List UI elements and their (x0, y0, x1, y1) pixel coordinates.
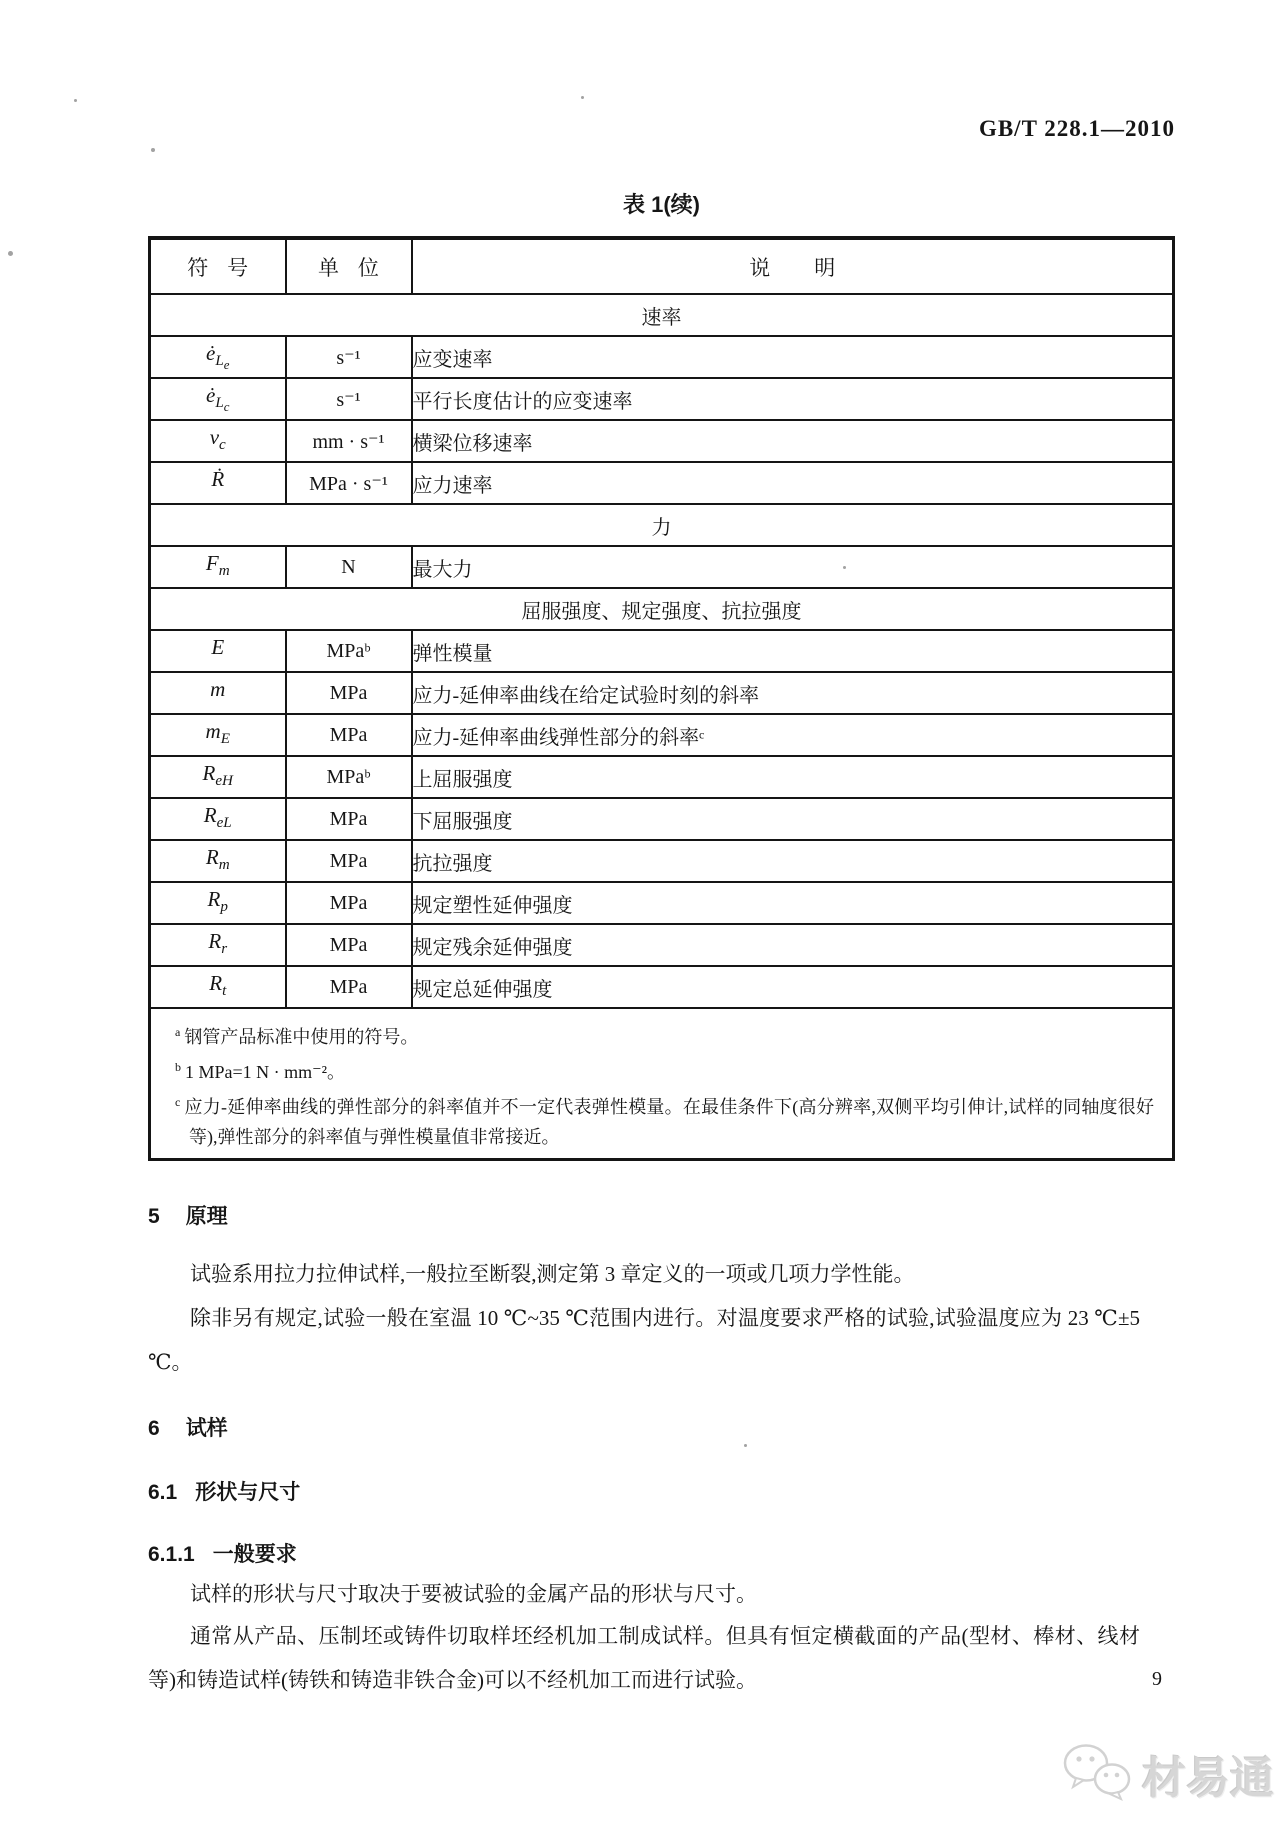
table-row (150, 462, 1174, 504)
unit-cell: MPa (286, 840, 412, 882)
unit-cell: N (286, 546, 412, 588)
description-cell: 最大力 (412, 546, 1174, 588)
section-5-paragraph-1: 试验系用拉力拉伸试样,一般拉至断裂,测定第 3 章定义的一项或几项力学性能。 (190, 1262, 915, 1286)
scan-speck (843, 566, 846, 569)
unit-cell: MPa (286, 966, 412, 1008)
table-row (150, 714, 1174, 756)
unit-cell: MPa · s⁻¹ (286, 462, 412, 504)
table-row (150, 546, 1174, 588)
section-6-1-heading: 6.1 形状与尺寸 (148, 1481, 301, 1504)
table-row (150, 672, 1174, 714)
scan-speck (74, 99, 77, 102)
table-header-row (150, 238, 1174, 294)
description-cell: 应变速率 (412, 336, 1174, 378)
table-row (150, 882, 1174, 924)
section-label: 力 (150, 504, 1174, 546)
section-label: 速率 (150, 294, 1174, 336)
symbol-cell: m (150, 672, 286, 714)
unit-cell: MPa (286, 924, 412, 966)
unit-cell: MPa (286, 714, 412, 756)
doc-code: GB/T 228.1—2010 (978, 116, 1175, 141)
scan-speck (744, 1444, 747, 1447)
scan-speck (151, 148, 155, 152)
unit-cell: MPa (286, 882, 412, 924)
footnote-c: $^c$ 应力-延伸率曲线的弹性部分的斜率值并不一定代表弹性模量。在最佳条件下(高分辨率,双侧平均引伸计,试样的同轴度很好等),弹性部分的斜率值与弹性模量值非常接近。 (175, 1095, 1154, 1147)
unit-cell: s⁻¹ (286, 336, 412, 378)
unit-cell: MPa (286, 672, 412, 714)
section-row-rate (150, 294, 1174, 336)
table-row (150, 336, 1174, 378)
symbol-cell: $R_{eL}$ (150, 798, 286, 840)
description-cell: 上屈服强度 (412, 756, 1174, 798)
table-row (150, 378, 1174, 420)
symbol-cell: $R_t$ (150, 966, 286, 1008)
section-5-heading: 5 原理 (148, 1205, 228, 1228)
description-cell: 弹性模量 (412, 630, 1174, 672)
section-row-force (150, 504, 1174, 546)
table-title: 表 1(续) (622, 192, 700, 217)
footnotes-cell (150, 1008, 1174, 1160)
symbol-cell: $R_p$ (150, 882, 286, 924)
unit-cell: MPaᵇ (286, 756, 412, 798)
section-6-paragraph-2: 通常从产品、压制坯或铸件切取样坯经机加工制成试样。但具有恒定横截面的产品(型材、棒材、线材等)和铸造试样(铸铁和铸造非铁合金)可以不经机加工而进行试验。 (148, 1624, 1140, 1692)
symbol-cell: $ė_{L_c}$ (150, 378, 286, 420)
description-cell: 规定残余延伸强度 (412, 924, 1174, 966)
unit-cell: s⁻¹ (286, 378, 412, 420)
watermark (1062, 1742, 1274, 1806)
wechat-chat-bubbles-icon (1062, 1743, 1134, 1806)
symbol-cell: $m_E$ (150, 714, 286, 756)
symbols-table (148, 236, 1175, 1161)
table-row (150, 420, 1174, 462)
description-cell: 应力-延伸率曲线弹性部分的斜率ᶜ (412, 714, 1174, 756)
section-6-paragraph-1: 试样的形状与尺寸取决于要被试验的金属产品的形状与尺寸。 (190, 1582, 757, 1606)
scan-speck (581, 96, 584, 99)
table-row (150, 630, 1174, 672)
scan-speck (8, 251, 13, 256)
section-5-paragraph-2: 除非另有规定,试验一般在室温 10 ℃~35 ℃范围内进行。对温度要求严格的试验,试验温度应为 23 ℃±5 ℃。 (148, 1306, 1140, 1374)
section-label: 屈服强度、规定强度、抗拉强度 (150, 588, 1174, 630)
section-6-heading: 6 试样 (148, 1417, 228, 1440)
table-row (150, 840, 1174, 882)
unit-cell: MPaᵇ (286, 630, 412, 672)
footnote-b: $^b$ 1 MPa=1 N · mm⁻²。 (175, 1060, 346, 1082)
symbol-cell: Ṙ (150, 462, 286, 504)
description-cell: 下屈服强度 (412, 798, 1174, 840)
description-cell: 应力-延伸率曲线在给定试验时刻的斜率 (412, 672, 1174, 714)
description-cell: 平行长度估计的应变速率 (412, 378, 1174, 420)
watermark-text: 材易通 (1142, 1754, 1274, 1803)
footnote-a: $^a$ 钢管产品标准中使用的符号。 (175, 1025, 419, 1047)
symbol-cell: E (150, 630, 286, 672)
symbol-column-header: 符号 (150, 238, 286, 294)
section-6-1-1-heading: 6.1.1 一般要求 (148, 1543, 297, 1566)
table-row (150, 756, 1174, 798)
symbol-cell: $ė_{L_e}$ (150, 336, 286, 378)
description-column-header: 说明 (412, 238, 1174, 294)
table-row (150, 924, 1174, 966)
page-number: 9 (1152, 1668, 1162, 1690)
description-cell: 规定总延伸强度 (412, 966, 1174, 1008)
symbol-cell: $R_m$ (150, 840, 286, 882)
symbol-cell: $R_r$ (150, 924, 286, 966)
footnotes-row (150, 1008, 1174, 1160)
table-row (150, 966, 1174, 1008)
unit-column-header: 单位 (286, 238, 412, 294)
table-row (150, 798, 1174, 840)
description-cell: 抗拉强度 (412, 840, 1174, 882)
symbol-cell: $R_{eH}$ (150, 756, 286, 798)
symbol-cell: $v_c$ (150, 420, 286, 462)
symbol-cell: $F_m$ (150, 546, 286, 588)
description-cell: 规定塑性延伸强度 (412, 882, 1174, 924)
description-cell: 横梁位移速率 (412, 420, 1174, 462)
unit-cell: MPa (286, 798, 412, 840)
description-cell: 应力速率 (412, 462, 1174, 504)
unit-cell: mm · s⁻¹ (286, 420, 412, 462)
section-row-strength (150, 588, 1174, 630)
